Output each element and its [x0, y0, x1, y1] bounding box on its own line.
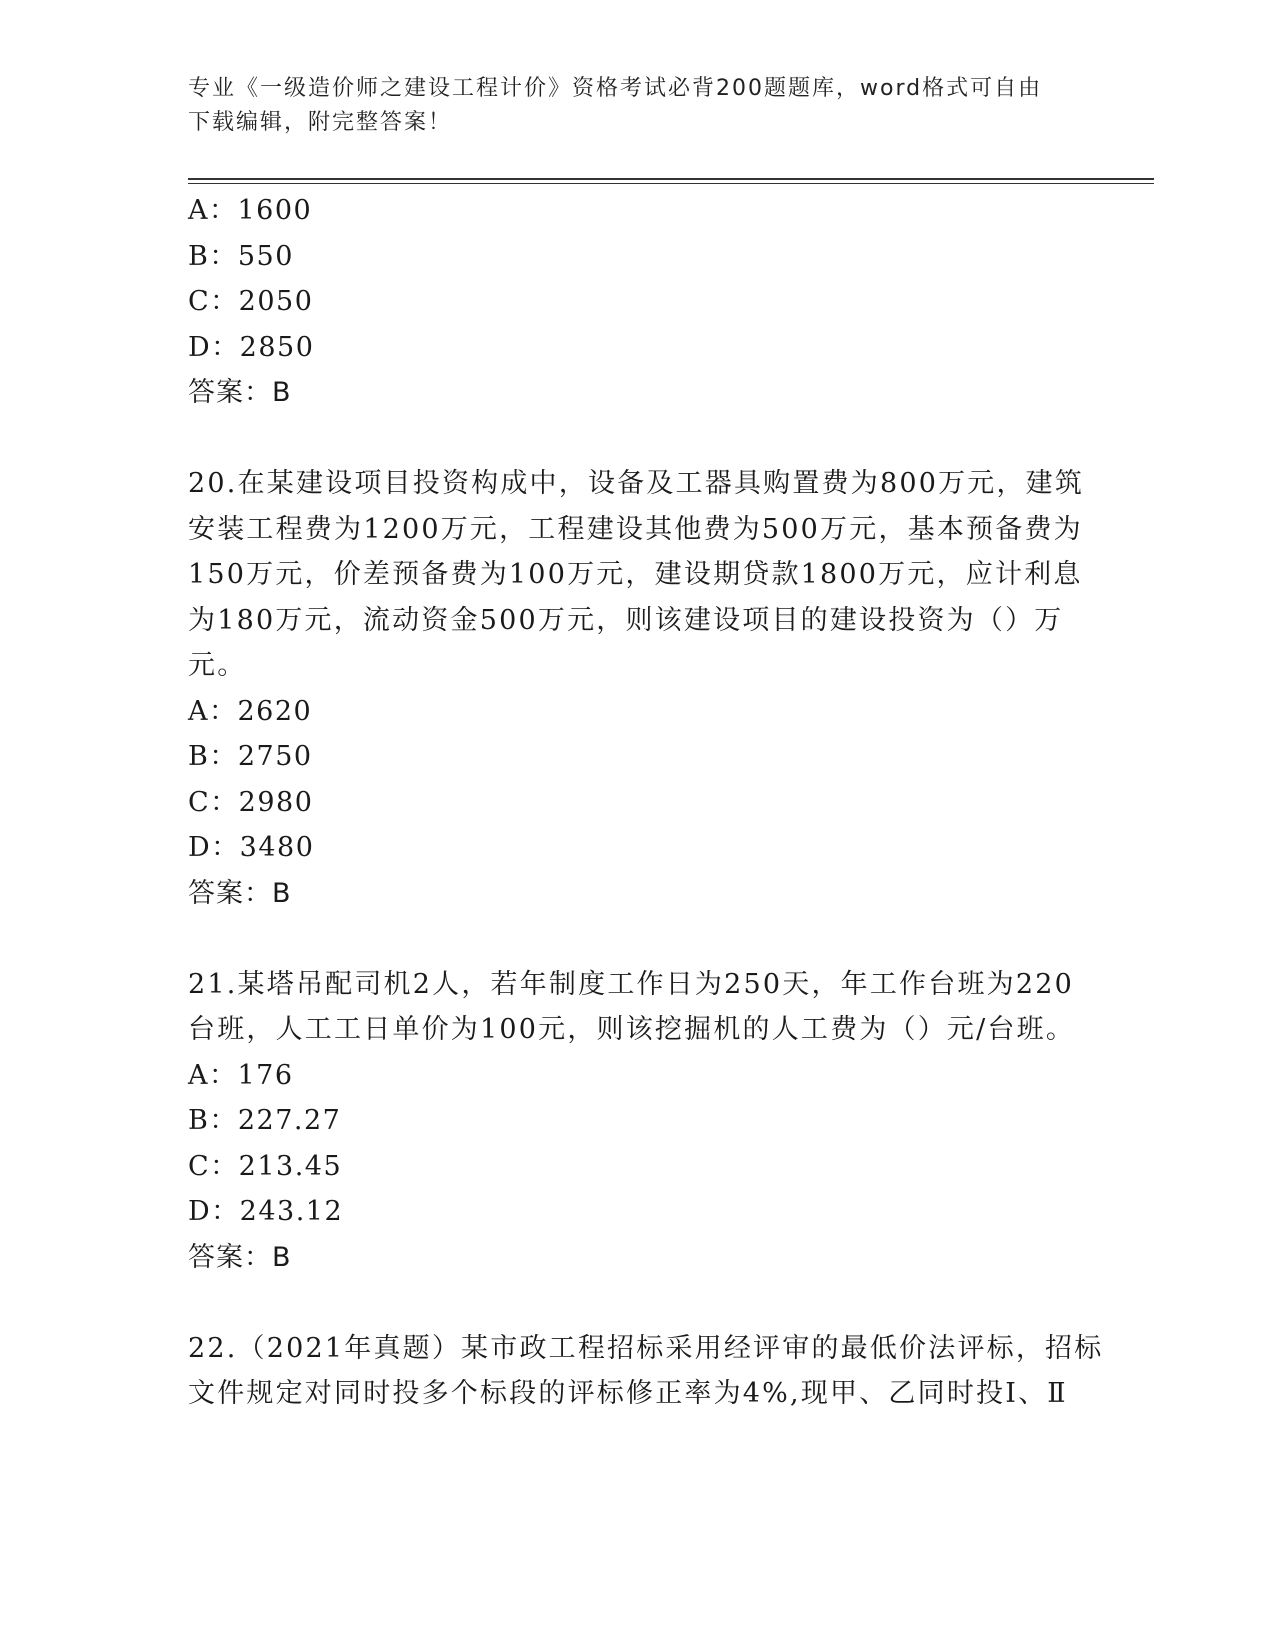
option-b: B：550 — [188, 240, 294, 272]
question-text-line: 21.某塔吊配司机2人，若年制度工作日为250天，年工作台班为220 — [188, 968, 1074, 1000]
option-a: A：2620 — [188, 695, 313, 727]
question-text-line: 22.（2021年真题）某市政工程招标采用经评审的最低价法评标，招标 — [188, 1332, 1104, 1364]
header-line-2: 下载编辑，附完整答案！ — [188, 110, 453, 135]
option-d: D：3480 — [188, 832, 315, 863]
option-d: D：2850 — [188, 331, 315, 363]
answer-line: 答案：B — [188, 377, 292, 408]
question-block-22 — [188, 1326, 1104, 1417]
option-d: D：243.12 — [188, 1196, 344, 1227]
option-c: C：213.45 — [188, 1150, 343, 1182]
question-block-20 — [188, 461, 1088, 689]
question-text-line: 安装工程费为1200万元，工程建设其他费为500万元，基本预备费为 — [188, 513, 1083, 545]
spacer — [188, 916, 1088, 962]
spacer — [188, 1280, 1088, 1326]
option-b: B：2750 — [188, 741, 313, 772]
question-text-line: 元。 — [188, 650, 247, 681]
question-text-line: 150万元，价差预备费为100万元，建设期贷款1800万元，应计利息 — [188, 559, 1083, 590]
options-block-21 — [188, 1053, 1088, 1281]
question-text-line: 20.在某建设项目投资构成中，设备及工器具购置费为800万元，建筑 — [188, 468, 1085, 499]
question-text-line: 台班，人工工日单价为100元，则该挖掘机的人工费为（）元/台班。 — [188, 1014, 1076, 1045]
answer-line: 答案：B — [188, 877, 292, 909]
option-b: B：227.27 — [188, 1105, 342, 1136]
question-text-line: 文件规定对同时投多个标段的评标修正率为4%,现甲、乙同时投Ⅰ、Ⅱ — [188, 1378, 1068, 1409]
options-block-20 — [188, 689, 1088, 917]
question-text-line: 为180万元，流动资金500万元，则该建设项目的建设投资为（）万 — [188, 604, 1064, 636]
question-block-21 — [188, 962, 1088, 1053]
header-rule-thick — [188, 178, 1154, 180]
option-a: A：1600 — [188, 195, 313, 226]
spacer — [188, 416, 1088, 462]
question-block-19 — [188, 188, 1088, 416]
option-c: C：2980 — [188, 786, 314, 818]
option-c: C：2050 — [188, 286, 314, 317]
option-a: A：176 — [188, 1059, 294, 1091]
answer-line: 答案：B — [188, 1241, 292, 1273]
header-line-1: 专业《一级造价师之建设工程计价》资格考试必背200题题库，word格式可自由 — [188, 76, 1043, 101]
page-header — [188, 72, 1068, 140]
content-area — [188, 188, 1104, 1417]
header-rule-thin — [188, 183, 1154, 184]
